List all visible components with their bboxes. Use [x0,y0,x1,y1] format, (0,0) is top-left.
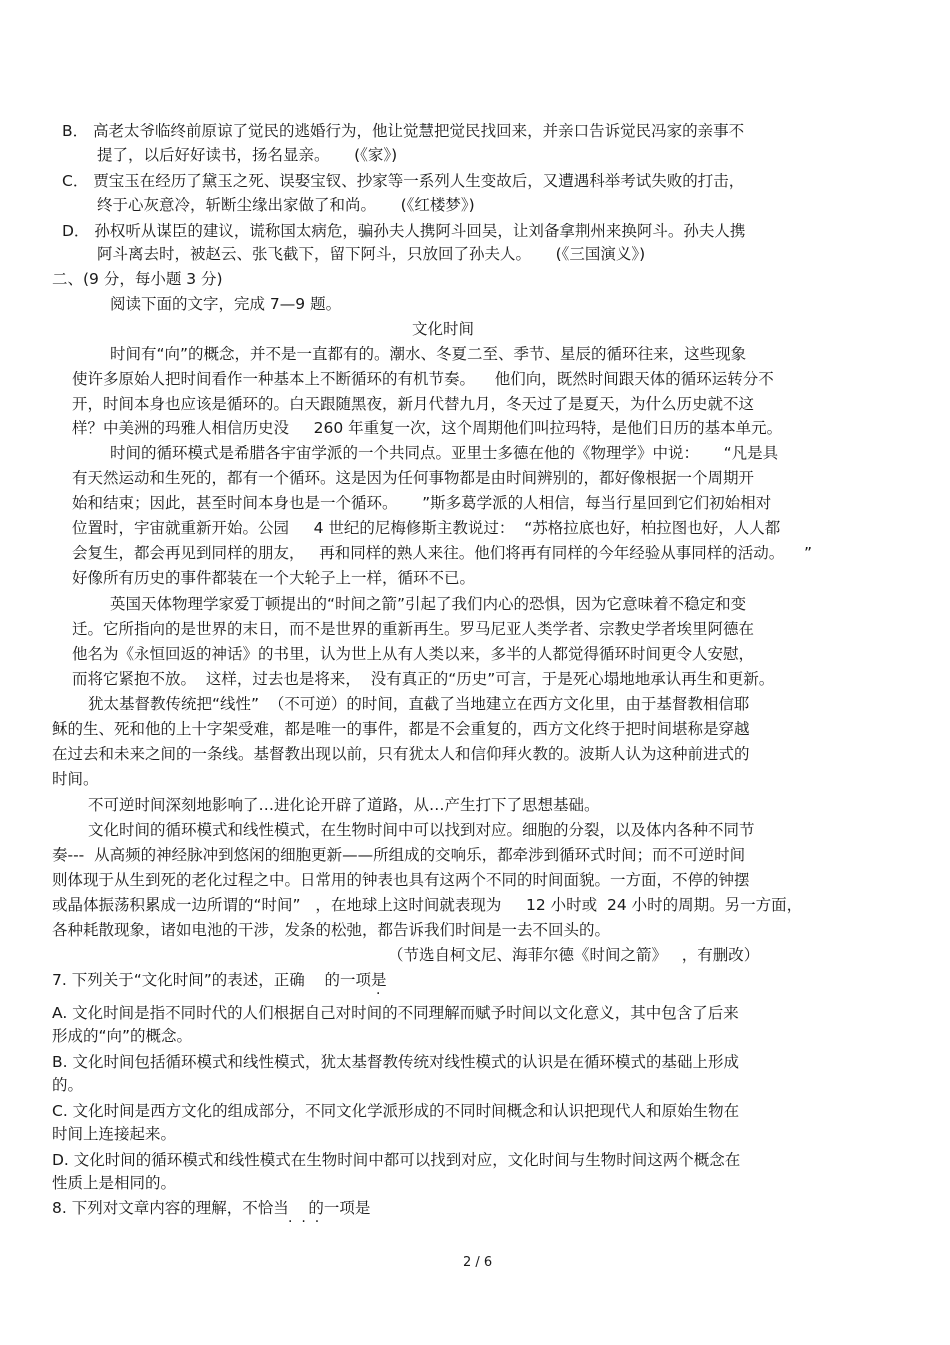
q7-option-a-line1: A. 文化时间是指不同时代的人们根据自己对时间的不同理解而赋予时间以文化意义，其中包含了后来 [52,1004,739,1022]
article-line: 时间有“向”的概念，并不是一直都有的。潮水、冬夏二至、季节、星辰的循环往来，这些现象 [110,345,747,363]
instruction: 阅读下面的文字，完成 7—9 题。 [110,295,342,313]
article-line: 不可逆时间深刻地影响了…进化论开辟了道路，从…产生打下了思想基础。 [88,796,600,814]
emphasis-dots: · · · [288,1214,320,1230]
article-title: 文化时间 [412,320,475,338]
q7-option-d-line1: D. 文化时间的循环模式和线性模式在生物时间中都可以找到对应，文化时间与生物时间这两个概念在 [52,1151,741,1169]
article-line: 好像所有历史的事件都装在一个大轮子上一样，循环不已。 [72,569,476,587]
article-line: 犹太基督教传统把“线性” （不可逆）的时间，直截了当地建立在西方文化里，由于基督教相信耶 [88,695,750,713]
option-c-line2: 终于心灰意冷，斩断尘缘出家做了和尚。 (《红楼梦》) [97,196,475,214]
article-line: 他名为《永恒回返的神话》的书里，认为世上从有人类以来，多半的人都觉得循环时间更令人安慰， [72,645,755,663]
article-line: 或晶体振荡积累成一边所谓的“时间” ，在地球上这时间就表现为 12 小时或 24 小时的周期。另一方面， [52,896,803,914]
article-line: 英国天体物理学家爱丁顿提出的“时间之箭”引起了我们内心的恐惧，因为它意味着不稳定和变 [110,595,747,613]
section-heading: 二、(9 分，每小题 3 分) [52,270,223,288]
q7-option-c-line2: 时间上连接起来。 [52,1125,177,1143]
option-c-line1: C． 贾宝玉在经历了黛玉之死、误娶宝钗、抄家等一系列人生变故后，又遭遇科举考试失败的打击， [62,172,745,190]
article-line: 开，时间本身也应该是循环的。白天跟随黑夜，新月代替九月，冬天过了是夏天，为什么历史就不这 [72,395,755,413]
article-line: 使许多原始人把时间看作一种基本上不断循环的有机节奏。 他们向，既然时间跟天体的循环运转分不 [72,370,774,388]
article-line: 各种耗散现象，诸如电池的干涉，发条的松弛，都告诉我们时间是一去不回头的。 [52,921,611,939]
article-line: 在过去和未来之间的一条线。基督教出现以前，只有犹太人和信仰拜火教的。波斯人认为这种前进式的 [52,745,750,763]
question-7-stem: 7. 下列关于“文化时间”的表述，正确 的一项是 [52,971,387,989]
article-line: 时间。 [52,770,99,788]
article-line: 样？中美洲的玛雅人相信历史没 260 年重复一次，这个周期他们叫拉玛特，是他们日历的基本单元。 [72,419,783,437]
article-line: 迁。它所指向的是世界的末日，而不是世界的重新再生。罗马尼亚人类学者、宗教史学者埃里阿德在 [72,620,755,638]
q7-option-d-line2: 性质上是相同的。 [52,1174,177,1192]
article-line: 位置时，宇宙就重新开始。公园 4 世纪的尼梅修斯主教说过： “苏格拉底也好，柏拉图也好，人人都 [72,519,781,537]
q7-option-a-line2: 形成的“向”的概念。 [52,1027,193,1045]
q7-option-c-line1: C. 文化时间是西方文化的组成部分，不同文化学派形成的不同时间概念和认识把现代人和原始生物在 [52,1102,740,1120]
article-line: 始和结束；因此，甚至时间本身也是一个循环。 ”斯多葛学派的人相信，每当行星回到它们初始相对 [72,494,772,512]
option-b-line1: B． 高老太爷临终前原谅了觉民的逃婚行为，他让觉慧把觉民找回来，并亲口告诉觉民冯家的亲事不 [62,122,745,140]
article-line: 则体现于从生到死的老化过程之中。日常用的钟表也具有这两个不同的时间面貌。一方面，不停的钟摆 [52,871,750,889]
article-line: 会复生，都会再见到同样的朋友， 再和同样的熟人来往。他们将再有同样的今年经验从事同样的活动。 ” [72,544,813,562]
article-line: 时间的循环模式是希腊各宇宙学派的一个共同点。亚里士多德在他的《物理学》中说： “凡是具 [110,444,779,462]
option-b-line2: 提了，以后好好读书，扬名显亲。 (《家》) [97,146,398,164]
q7-option-b-line1: B. 文化时间包括循环模式和线性模式，犹太基督教传统对线性模式的认识是在循环模式的基础上形成 [52,1053,739,1071]
q7-option-b-line2: 的。 [52,1076,84,1094]
article-source: （节选自柯文尼、海菲尔德《时间之箭》 ，有删改） [388,946,760,964]
option-d-line2: 阿斗离去时，被赵云、张飞截下，留下阿斗，只放回了孙夫人。 (《三国演义》) [97,245,646,263]
article-line: 稣的生、死和他的上十字架受难，都是唯一的事件，都是不会重复的，西方文化终于把时间堪称是穿越 [52,720,750,738]
article-line: 奏--- 从高频的神经脉冲到悠闲的细胞更新——所组成的交响乐，都牵涉到循环式时间；而不可逆时间 [52,846,746,864]
article-line: 而将它紧抱不放。 这样，过去也是将来， 没有真正的“历史”可言，于是死心塌地地承认再生和更新。 [72,670,775,688]
article-line: 文化时间的循环模式和线性模式，在生物时间中可以找到对应。细胞的分裂，以及体内各种不同节 [88,821,755,839]
emphasis-dot: · [376,986,381,1002]
option-d-line1: D． 孙权听从谋臣的建议，谎称国太病危，骗孙夫人携阿斗回吴，让刘备拿荆州来换阿斗。孙夫人携 [62,222,746,240]
page-number: 2 / 6 [463,1255,493,1270]
article-line: 有天然运动和生死的，都有一个循环。这是因为任何事物都是由时间辨别的，都好像根据一个周期开 [72,469,755,487]
question-8-stem: 8. 下列对文章内容的理解，不恰当 的一项是 [52,1199,371,1217]
